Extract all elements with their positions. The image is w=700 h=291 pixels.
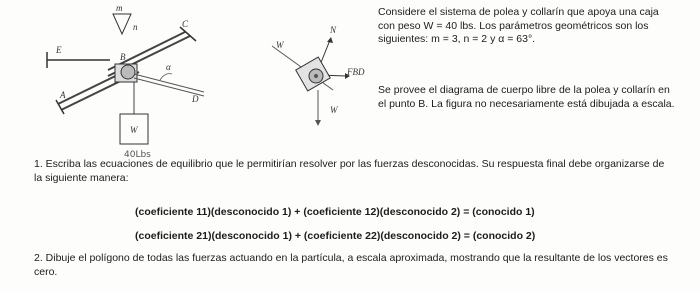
equation-format-1: (coeficiente 11)(desconocido 1) + (coeficiente 12)(desconocido 2) = (conocido 1) <box>135 206 535 218</box>
fbd-note: Se provee el diagrama de cuerpo libre de la polea y collarín en el punto B. La figura no necesariamente está dibujada a escala. <box>378 84 675 110</box>
question-1: 1. Escriba las ecuaciones de equilibrio que le permitirían resolver por las fuerzas desconocidas. Su respuesta final debe organizarse de la siguiente manera: <box>34 158 665 184</box>
label-n: n <box>133 22 138 32</box>
label-C: C <box>182 19 189 29</box>
label-D: D <box>192 94 199 104</box>
free-body-diagram <box>272 37 350 126</box>
label-E: E <box>56 45 62 55</box>
pulley-collar-figure <box>0 0 370 160</box>
label-B: B <box>120 52 126 62</box>
pulley-B <box>115 64 137 82</box>
problem-statement: Considere el sistema de polea y collarín que apoya una caja con peso W = 40 lbs. Los parámetros geométricos son los siguientes: m = 3, n = 2 y α = 63°. <box>378 6 659 45</box>
fbd-label-Fbd: FBD <box>347 67 365 77</box>
cord-BD <box>134 74 204 96</box>
fbd-label-W-bottom: W <box>330 105 338 115</box>
fbd-label-W-top: W <box>276 40 284 50</box>
slope-triangle <box>113 14 131 34</box>
handwritten-note: 40Lbs <box>124 150 151 160</box>
label-A: A <box>60 90 66 100</box>
question-2: 2. Dibuje el polígono de todas las fuerzas actuando en la partícula, a escala aproximada, mostrando que la resultante de los vectores es cero. <box>34 252 668 278</box>
label-box-W: W <box>130 125 138 135</box>
label-m: m <box>116 3 123 13</box>
fbd-label-N: N <box>330 25 337 35</box>
label-alpha: α <box>166 62 171 72</box>
equation-format-2: (coeficiente 21)(desconocido 1) + (coeficiente 22)(desconocido 2) = (conocido 2) <box>135 230 536 242</box>
